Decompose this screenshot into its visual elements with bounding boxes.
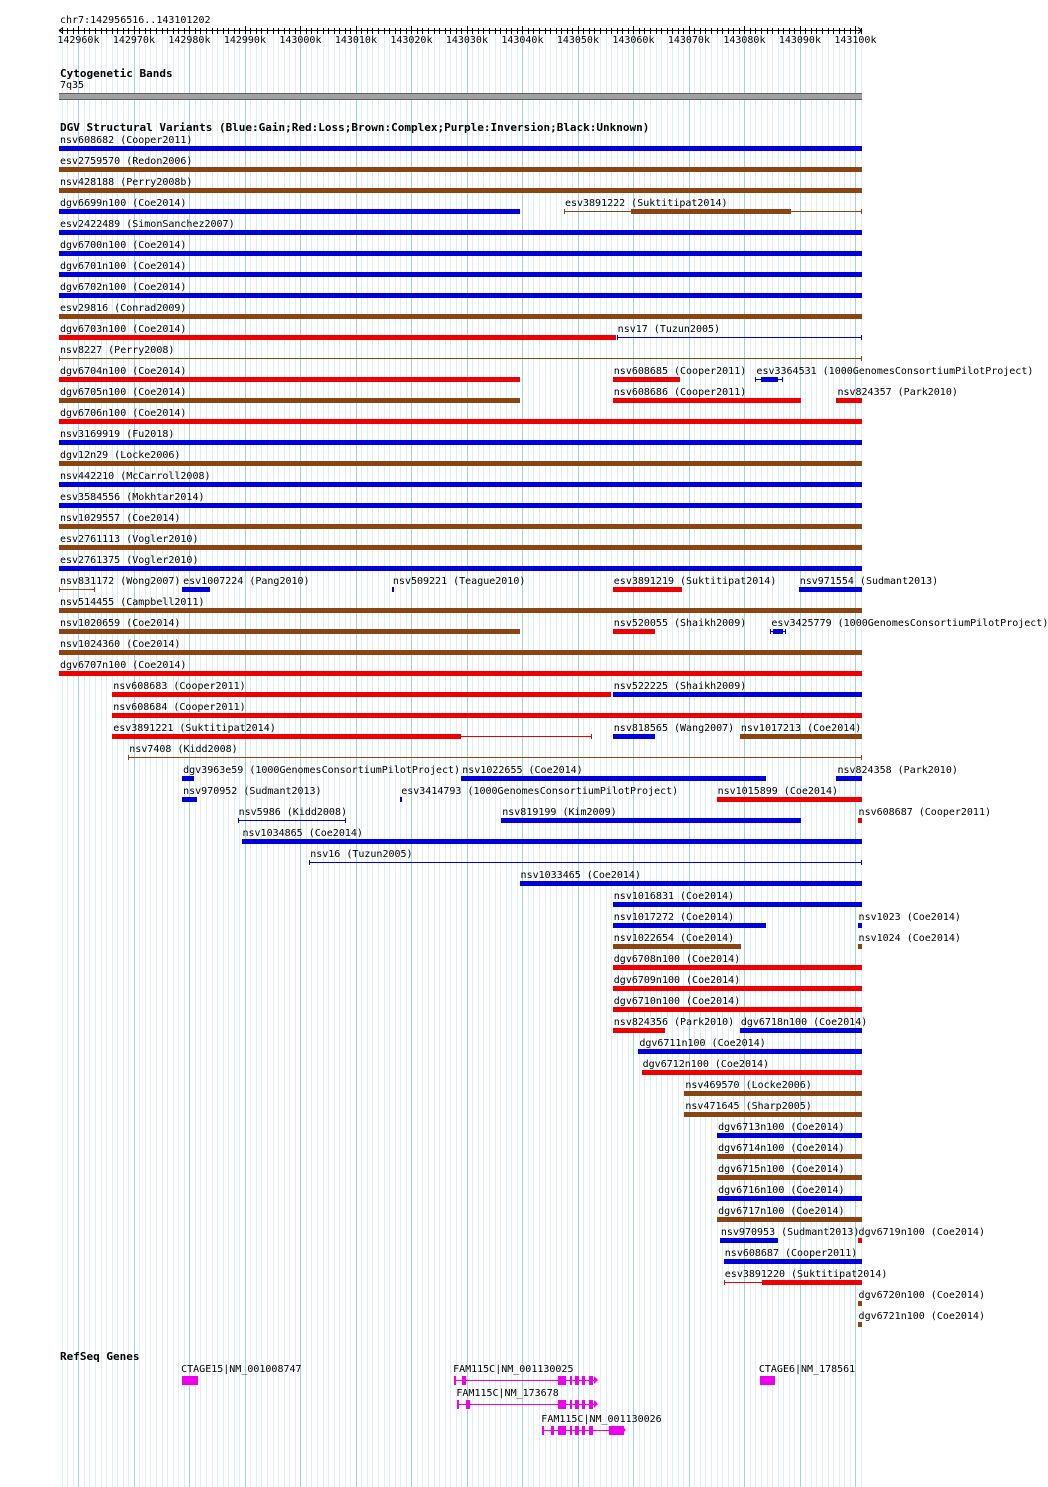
variant-bar[interactable] [59,146,862,151]
variant-label: esv3584556 (Mokhtar2014) [60,492,205,503]
gene-exon[interactable] [551,1426,554,1435]
variant-bar[interactable] [59,482,862,487]
variant-label: dgv6701n100 (Coe2014) [60,261,187,272]
variant-label: dgv6699n100 (Coe2014) [60,198,187,209]
dgv-track-title: DGV Structural Variants (Blue:Gain;Red:Loss;Brown:Complex;Purple:Inversion;Black:Unknown) [60,121,650,134]
cytoband-track-title: Cytogenetic Bands [60,67,173,80]
variant-label: nsv819199 (Kim2009) [502,807,617,818]
variant-label: esv2761375 (Vogler2010) [60,555,199,566]
variant-label: nsv1033465 (Coe2014) [520,870,641,881]
variant-label: esv2759570 (Redon2006) [60,156,193,167]
variant-cap [861,209,862,214]
variant-bar[interactable] [59,650,862,655]
variant-bar[interactable] [717,1217,862,1222]
variant-bar[interactable] [717,1154,862,1159]
variant-bar[interactable] [684,1112,862,1117]
gene-exon[interactable] [457,1400,459,1409]
variant-bar[interactable] [59,608,862,613]
variant-label: nsv1022654 (Coe2014) [613,933,735,944]
variant-label: nsv471645 (Sharp2005) [685,1101,812,1112]
variant-label: esv2761113 (Vogler2010) [60,534,199,545]
variant-label: nsv1015899 (Coe2014) [717,786,838,797]
variant-cap [591,734,592,739]
variant-bar[interactable] [740,1028,862,1033]
variant-bar[interactable] [59,671,862,676]
gene-exon[interactable] [182,1376,198,1385]
variant-bar[interactable] [242,839,862,844]
variant-label: nsv608683 (Cooper2011) [113,681,246,692]
variant-label: dgv6715n100 (Coe2014) [718,1164,845,1175]
variant-cap [782,377,783,382]
variant-bar[interactable] [59,545,862,550]
variant-label: nsv514455 (Campbell2011) [60,597,205,608]
variant-label: dgv6720n100 (Coe2014) [858,1290,985,1301]
variant-line[interactable] [238,820,346,821]
variant-bar[interactable] [59,167,862,172]
variant-label: esv3891219 (Suktitipat2014) [613,576,777,587]
variant-label: nsv1017213 (Coe2014) [740,723,862,734]
gene-exon[interactable] [589,1400,592,1409]
variant-cap [345,818,346,823]
variant-cap [59,356,60,361]
ruler-tick-label: 142990k [223,35,266,46]
variant-bar[interactable] [59,566,862,571]
ruler-tick-label: 143090k [778,35,821,46]
variant-bar[interactable] [858,818,862,823]
gene-exon[interactable] [582,1426,585,1435]
gene-exon[interactable] [575,1426,579,1435]
variant-bar[interactable] [613,923,766,928]
variant-label: dgv6718n100 (Coe2014) [740,1017,868,1028]
variant-bar[interactable] [59,209,520,214]
variant-bar[interactable] [762,1280,862,1285]
variant-cap [861,755,862,760]
variant-label: nsv520055 (Shaikh2009) [613,618,747,629]
variant-bar[interactable] [613,1007,862,1012]
variant-bar[interactable] [858,923,862,928]
variant-bar[interactable] [501,818,801,823]
variant-bar[interactable] [59,440,862,445]
variant-bar[interactable] [613,377,681,382]
variant-label: nsv608685 (Cooper2011) [613,366,747,377]
variant-bar[interactable] [613,1028,665,1033]
variant-label: nsv1024 (Coe2014) [858,933,961,944]
variant-label: esv1007224 (Pang2010) [183,576,310,587]
gene-label: FAM115C|NM_173678 [456,1388,559,1399]
gene-exon[interactable] [542,1426,544,1435]
variant-bar[interactable] [613,629,655,634]
variant-label: esv3891221 (Suktitipat2014) [113,723,276,734]
ruler-tick-label: 143040k [501,35,544,46]
ruler-tick-label: 142980k [168,35,211,46]
variant-bar[interactable] [59,251,862,256]
variant-cap [861,860,862,865]
gene-exon[interactable] [575,1376,579,1385]
variant-bar[interactable] [638,1049,862,1054]
variant-bar[interactable] [613,944,741,949]
variant-bar[interactable] [717,1133,862,1138]
ruler-tick-label: 143000k [279,35,322,46]
gene-exon[interactable] [462,1376,465,1385]
variant-label: nsv824357 (Park2010) [837,387,958,398]
gene-strand-arrow [594,1400,598,1408]
variant-cap [617,335,618,340]
variant-bar[interactable] [461,776,766,781]
variant-bar[interactable] [59,461,862,466]
variant-label: nsv824358 (Park2010) [837,765,958,776]
ruler-tick-label: 143100k [834,35,877,46]
variant-bar[interactable] [717,1196,862,1201]
variant-label: dgv6704n100 (Coe2014) [60,366,187,377]
variant-cap [564,209,565,214]
variant-bar[interactable] [112,692,611,697]
variant-label: nsv1017272 (Coe2014) [613,912,735,923]
variant-bar[interactable] [613,692,862,697]
variant-label: esv3414793 (1000GenomesConsortiumPilotProject) [401,786,679,797]
variant-bar[interactable] [613,965,862,970]
variant-label: dgv6700n100 (Coe2014) [60,240,187,251]
variant-label: esv3364531 (1000GenomesConsortiumPilotProject) [756,366,1034,377]
variant-label: dgv6705n100 (Coe2014) [60,387,187,398]
variant-label: nsv509221 (Teague2010) [392,576,526,587]
variant-bar[interactable] [858,944,862,949]
gene-exon[interactable] [582,1400,585,1409]
variant-bar[interactable] [613,587,682,592]
refseq-track-title: RefSeq Genes [60,1350,140,1363]
variant-label: nsv608682 (Cooper2011) [60,135,193,146]
variant-line[interactable] [617,337,862,338]
ruler-tick-label: 143020k [390,35,433,46]
variant-label: dgv6708n100 (Coe2014) [613,954,741,965]
variant-bar[interactable] [836,776,862,781]
variant-label: nsv16 (Tuzun2005) [310,849,413,860]
variant-label: nsv608687 (Cooper2011) [858,807,991,818]
variant-label: dgv6702n100 (Coe2014) [60,282,187,293]
cytoband-bar[interactable] [59,93,862,100]
variant-line[interactable] [128,757,862,758]
variant-line[interactable] [309,862,862,863]
variant-label: dgv6714n100 (Coe2014) [718,1143,845,1154]
variant-label: esv3891220 (Suktitipat2014) [724,1269,888,1280]
gene-exon[interactable] [570,1426,573,1435]
variant-label: nsv818565 (Wang2007) [613,723,735,734]
variant-bar[interactable] [59,419,862,424]
variant-bar[interactable] [59,335,616,340]
variant-cap [861,335,862,340]
variant-label: nsv831172 (Wong2007) [60,576,181,587]
variant-bar[interactable] [59,188,862,193]
variant-bar[interactable] [59,377,520,382]
variant-label: dgv6711n100 (Coe2014) [639,1038,766,1049]
variant-label: dgv6719n100 (Coe2014) [858,1227,985,1238]
variant-bar[interactable] [59,398,520,403]
gene-label: FAM115C|NM_001130026 [541,1414,662,1425]
variant-label: nsv970953 (Sudmant2013) [720,1227,860,1238]
variant-bar[interactable] [858,1322,862,1327]
variant-label: dgv6710n100 (Coe2014) [613,996,741,1007]
variant-bar[interactable] [684,1091,862,1096]
variant-bar[interactable] [112,713,862,718]
variant-label: nsv1034865 (Coe2014) [242,828,363,839]
variant-bar[interactable] [59,272,862,277]
variant-label: nsv824356 (Park2010) [613,1017,735,1028]
variant-bar[interactable] [717,1175,862,1180]
variant-label: dgv6712n100 (Coe2014) [642,1059,770,1070]
gene-exon[interactable] [589,1376,592,1385]
variant-bar[interactable] [631,209,792,214]
gene-exon[interactable] [589,1426,592,1435]
variant-bar[interactable] [59,503,862,508]
variant-label: nsv5986 (Kidd2008) [238,807,347,818]
variant-cap [861,356,862,361]
variant-label: dgv6716n100 (Coe2014) [718,1185,845,1196]
variant-bar[interactable] [182,587,210,592]
gene-strand-arrow [594,1376,598,1384]
gene-label: CTAGE15|NM_001008747 [181,1364,302,1375]
variant-label: nsv442210 (McCarroll2008) [60,471,211,482]
variant-bar[interactable] [642,1070,862,1075]
position-label: chr7:142956516..143101202 [60,15,211,26]
variant-bar[interactable] [613,398,801,403]
variant-bar[interactable] [836,398,862,403]
variant-label: nsv1016831 (Coe2014) [613,891,735,902]
variant-bar[interactable] [400,797,402,802]
variant-label: nsv608686 (Cooper2011) [613,387,747,398]
variant-cap [59,587,60,592]
variant-label: nsv7408 (Kidd2008) [129,744,238,755]
gene-exon[interactable] [454,1376,456,1385]
gene-exon[interactable] [575,1400,579,1409]
variant-label: dgv6717n100 (Coe2014) [718,1206,845,1217]
variant-label: dgv6703n100 (Coe2014) [60,324,187,335]
variant-label: nsv522225 (Shaikh2009) [613,681,747,692]
variant-label: nsv3169919 (Fu2018) [60,429,175,440]
variant-line[interactable] [59,358,862,359]
variant-bar[interactable] [182,776,194,781]
variant-bar[interactable] [59,629,520,634]
gene-exon[interactable] [760,1376,776,1385]
variant-bar[interactable] [740,734,862,739]
gene-exon[interactable] [558,1426,566,1435]
variant-bar[interactable] [59,293,862,298]
gene-exon[interactable] [582,1376,585,1385]
ruler-tick-label: 142960k [57,35,100,46]
variant-label: nsv608684 (Cooper2011) [113,702,246,713]
variant-label: nsv8227 (Perry2008) [60,345,175,356]
variant-label: esv3891222 (Suktitipat2014) [564,198,728,209]
variant-label: dgv6706n100 (Coe2014) [60,408,187,419]
variant-line[interactable] [59,589,95,590]
variant-bar[interactable] [59,524,862,529]
variant-label: nsv1024360 (Coe2014) [60,639,181,650]
variant-cap [309,860,310,865]
variant-bar[interactable] [59,230,862,235]
variant-bar[interactable] [182,797,197,802]
gene-exon[interactable] [609,1426,624,1435]
variant-label: nsv17 (Tuzun2005) [617,324,721,335]
variant-bar[interactable] [520,881,862,886]
variant-label: nsv971554 (Sudmant2013) [799,576,939,587]
variant-cap [238,818,239,823]
ruler-tick-label: 143070k [667,35,710,46]
variant-cap [770,629,771,634]
variant-cap [128,755,129,760]
variant-cap [94,587,95,592]
variant-label: dgv6713n100 (Coe2014) [718,1122,845,1133]
ruler-tick-label: 142970k [112,35,155,46]
variant-bar[interactable] [717,797,862,802]
variant-label: dgv12n29 (Locke2006) [60,450,181,461]
ruler-tick-label: 143050k [556,35,599,46]
variant-label: esv29816 (Conrad2009) [60,303,187,314]
variant-label: esv2422489 (SimonSanchez2007) [60,219,235,230]
variant-label: nsv428188 (Perry2008b) [60,177,193,188]
cytoband-label: 7q35 [60,80,85,91]
variant-label: nsv1020659 (Coe2014) [60,618,181,629]
variant-bar[interactable] [720,1238,778,1243]
variant-bar[interactable] [799,587,862,592]
variant-label: dgv6707n100 (Coe2014) [60,660,187,671]
variant-label: nsv1022655 (Coe2014) [462,765,583,776]
variant-bar[interactable] [112,734,461,739]
gene-exon[interactable] [558,1400,566,1409]
variant-label: nsv1023 (Coe2014) [858,912,961,923]
ruler-tick-label: 143060k [612,35,655,46]
variant-bar[interactable] [613,734,655,739]
variant-cap [724,1280,725,1285]
variant-label: dgv6709n100 (Coe2014) [613,975,741,986]
gene-label: CTAGE6|NM_178561 [758,1364,856,1375]
variant-label: nsv970952 (Sudmant2013) [183,786,322,797]
gene-exon[interactable] [570,1400,573,1409]
gene-exon[interactable] [558,1376,566,1385]
gene-label: FAM115C|NM_001130025 [453,1364,574,1375]
ruler-tick-label: 143010k [334,35,377,46]
gene-exon[interactable] [466,1400,469,1409]
variant-label: esv3425779 (1000GenomesConsortiumPilotProject) [771,618,1048,629]
ruler-tick-label: 143080k [723,35,766,46]
variant-bar[interactable] [59,314,862,319]
variant-bar[interactable] [613,902,862,907]
gene-exon[interactable] [570,1376,573,1385]
variant-label: nsv608687 (Cooper2011) [724,1248,858,1259]
variant-cap [785,629,786,634]
variant-bar[interactable] [761,377,778,382]
variant-label: nsv1029557 (Coe2014) [60,513,181,524]
variant-label: dgv3963e59 (1000GenomesConsortiumPilotProject) [183,765,461,776]
variant-bar[interactable] [773,629,783,634]
ruler-tick-label: 143030k [445,35,488,46]
variant-bar[interactable] [392,587,394,592]
variant-bar[interactable] [858,1301,862,1306]
variant-bar[interactable] [613,986,862,991]
variant-cap [755,377,756,382]
variant-label: dgv6721n100 (Coe2014) [858,1311,985,1322]
variant-bar[interactable] [858,1238,862,1243]
variant-bar[interactable] [724,1259,862,1264]
variant-label: nsv469570 (Locke2006) [685,1080,812,1091]
